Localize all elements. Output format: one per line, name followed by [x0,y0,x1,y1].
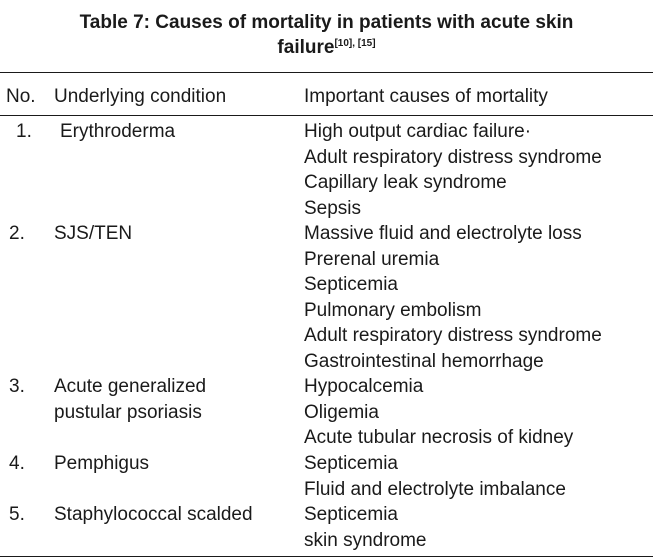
caption-references: [10], [15] [334,38,376,49]
cause-line: Adult respiratory distress syndrome [304,146,602,168]
row-2-condition [54,221,132,247]
cause-line: Massive fluid and electrolyte loss [304,223,582,244]
cause-line: Prerenal uremia [304,248,440,270]
condition-line: Acute generalized [54,376,207,397]
header-causes: Important causes of mortality [304,86,548,107]
caption-line-2 [0,35,653,60]
row-1-condition [60,119,175,145]
row-4-condition [54,451,149,477]
cause-line: Sepsis [304,197,362,219]
row-5-condition [54,502,253,528]
condition-line: pustular psoriasis [54,401,202,423]
condition-line: Pemphigus [54,453,150,474]
condition-line: SJS/TEN [54,223,133,244]
row-2-no: 2. [9,223,25,244]
cause-line: Oligemia [304,401,379,423]
cause-line: Acute tubular necrosis of kidney [304,427,574,448]
cause-line: Septicemia [304,274,398,295]
table-caption [0,10,653,60]
cause-line: skin syndrome [304,529,427,551]
cause-line: Adult respiratory distress syndrome [304,325,602,346]
row-4-causes [304,451,566,502]
table-top-rule [0,72,653,73]
condition-line: Staphylococcal scalded [54,504,253,525]
row-1-causes [304,119,602,221]
row-3-causes [304,374,573,451]
cause-line: Hypocalcemia [304,376,424,397]
cause-line: Capillary leak syndrome [304,172,507,193]
cause-line: Gastrointestinal hemorrhage [304,350,544,372]
row-4-no: 4. [9,453,25,474]
row-5-causes [304,502,427,553]
cause-line: High output cardiac failure· [304,121,532,142]
cause-line: Fluid and electrolyte imbalance [304,478,566,500]
cause-line: Septicemia [304,453,398,474]
caption-line-2-text: failure [277,37,335,58]
row-2-causes [304,221,602,374]
row-3-condition [54,374,206,425]
cause-line: Pulmonary embolism [304,299,482,321]
row-5-no: 5. [9,504,25,525]
table-bottom-rule [0,556,653,557]
header-condition: Underlying condition [54,86,227,107]
caption-line-1: Table 7: Causes of mortality in patients with acute skin [79,12,574,33]
table-header-rule [0,115,653,116]
row-1-no: 1. [16,121,32,142]
row-3-no: 3. [9,376,25,397]
header-no: No. [6,86,36,107]
cause-line: Septicemia [304,504,398,525]
condition-line: Erythroderma [60,121,176,142]
